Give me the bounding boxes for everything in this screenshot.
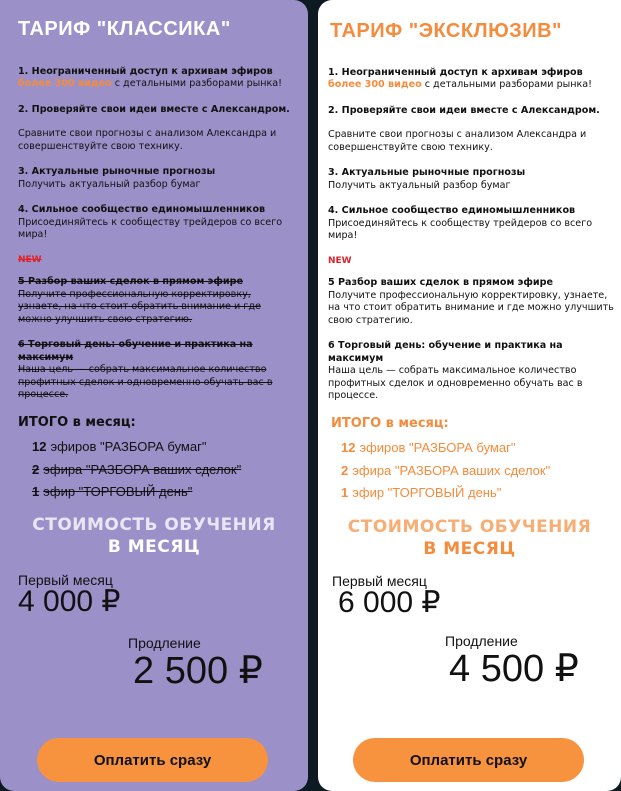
feature-title: 3. Актуальные рыночные прогнозы — [328, 167, 526, 179]
feature-text: Присоединяйтесь к сообществу трейдеров со всего мира! — [18, 216, 283, 241]
total-count: 2 — [341, 462, 349, 478]
total-text: эфир "ТОРГОВЫЙ день" — [352, 485, 502, 500]
pay-now-button[interactable]: Оплатить сразу — [353, 738, 584, 782]
feature-text: с детальными разборами рынка! — [421, 79, 593, 91]
feature-title: 4. Сильное сообщество единомышленников — [18, 204, 266, 216]
feature-title: 1. Неограниченный доступ к архивам эфиров — [328, 67, 583, 78]
total-count: 1 — [341, 485, 349, 500]
total-count: 12 — [32, 439, 47, 454]
feature-3 — [18, 166, 296, 191]
feature-5 — [328, 277, 614, 327]
renewal-label: Продление — [445, 633, 518, 649]
cost-title — [0, 514, 308, 558]
total-item — [32, 459, 241, 482]
feature-title: 6 Торговый день: обучение и практика на максимум — [18, 339, 253, 363]
feature-1 — [18, 66, 296, 91]
renewal-price: 4 500 ₽ — [449, 648, 579, 690]
pay-now-button[interactable]: Оплатить сразу — [37, 738, 268, 782]
feature-title: 2. Проверяйте свои идеи вместе с Александром. — [18, 103, 290, 115]
total-text: эфира "РАЗБОРА ваших сделок" — [43, 461, 242, 477]
feature-text: Получите профессиональную корректировку, узнаете, на что стоит обратить внимание и где можно улучшить свою стратегию. — [328, 289, 614, 326]
cost-title-line1: СТОИМОСТЬ ОБУЧЕНИЯ — [347, 517, 592, 537]
plan-title: ТАРИФ "ЭКСКЛЮЗИВ" — [330, 20, 563, 42]
feature-text: Получить актуальный разбор бумаг — [328, 179, 511, 191]
cost-title-line2: В МЕСЯЦ — [423, 539, 516, 559]
total-text: эфиров "РАЗБОРА бумаг" — [50, 439, 207, 454]
cost-title-line1: СТОИМОСТЬ ОБУЧЕНИЯ — [32, 515, 276, 535]
feature-text: с детальными разборами рынка! — [111, 78, 283, 90]
feature-3 — [328, 167, 614, 192]
feature-text: Наша цель — собрать максимальное количество профитных сделок и одновременно обучать вас в процессе. — [18, 364, 273, 401]
feature-2 — [18, 104, 296, 116]
total-count: 1 — [32, 484, 40, 499]
new-badge: NEW — [328, 255, 352, 266]
feature-4 — [18, 204, 296, 241]
plan-card-classic — [0, 0, 308, 791]
feature-6 — [18, 339, 296, 401]
totals-list — [341, 437, 550, 505]
feature-text: Получите профессиональную корректировку, узнаете, на что стоит обратить внимание и где можно улучшить свою стратегию. — [18, 288, 261, 325]
total-count: 12 — [341, 440, 356, 455]
feature-text: Наша цель — собрать максимальное количество профитных сделок и одновременно обучать вас в процессе. — [328, 365, 583, 402]
first-month-label: Первый месяц — [18, 572, 113, 588]
feature-title: 2. Проверяйте свои идеи вместе с Александром. — [328, 104, 600, 116]
total-item — [341, 460, 550, 483]
total-item — [341, 437, 550, 460]
feature-6 — [328, 340, 614, 402]
feature-title: 5 Разбор ваших сделок в прямом эфире — [18, 276, 243, 288]
total-item — [341, 482, 550, 505]
feature-title: 1. Неограниченный доступ к архивам эфиров — [18, 66, 273, 77]
feature-title: 5 Разбор ваших сделок в прямом эфире — [328, 277, 553, 289]
first-month-price: 4 000 ₽ — [18, 585, 121, 618]
renewal-price: 2 500 ₽ — [133, 650, 263, 692]
feature-2-desc — [328, 129, 614, 154]
total-text: эфира "РАЗБОРА ваших сделок" — [352, 462, 551, 478]
total-count: 2 — [32, 461, 40, 477]
feature-1 — [328, 67, 614, 92]
total-heading: ИТОГО в месяц: — [18, 415, 136, 430]
feature-2 — [328, 105, 614, 117]
feature-5 — [18, 276, 296, 326]
feature-list — [18, 66, 296, 415]
feature-2-desc — [18, 128, 296, 153]
feature-list — [328, 67, 614, 416]
total-text: эфиров "РАЗБОРА бумаг" — [359, 440, 516, 455]
cost-title — [318, 516, 621, 560]
total-item — [32, 481, 241, 504]
new-badge: NEW — [18, 254, 42, 265]
first-month-price: 6 000 ₽ — [338, 586, 441, 619]
feature-4 — [328, 205, 614, 242]
feature-title: 3. Актуальные рыночные прогнозы — [18, 166, 216, 178]
feature-text: Присоединяйтесь к сообществу трейдеров со всего мира! — [328, 217, 593, 242]
feature-text: Сравните свои прогнозы с анализом Александра и совершенствуйте свою технику. — [328, 129, 587, 153]
total-heading: ИТОГО в месяц: — [331, 416, 449, 431]
renewal-label: Продление — [128, 635, 201, 651]
feature-text: Сравните свои прогнозы с анализом Александра и совершенствуйте свою технику. — [18, 128, 277, 152]
plan-title: ТАРИФ "КЛАССИКА" — [18, 18, 231, 40]
first-month-label: Первый месяц — [332, 573, 427, 589]
feature-title: 6 Торговый день: обучение и практика на максимум — [328, 340, 563, 364]
feature-accent: более 300 видео — [328, 79, 422, 91]
feature-text: Получить актуальный разбор бумаг — [18, 178, 201, 190]
plan-card-exclusive — [318, 0, 621, 791]
feature-title: 4. Сильное сообщество единомышленников — [328, 205, 576, 217]
feature-accent: более 300 видео — [18, 78, 112, 90]
total-text: эфир "ТОРГОВЫЙ день" — [43, 484, 193, 499]
totals-list — [32, 436, 241, 504]
cost-title-line2: В МЕСЯЦ — [107, 537, 201, 557]
total-item — [32, 436, 241, 459]
